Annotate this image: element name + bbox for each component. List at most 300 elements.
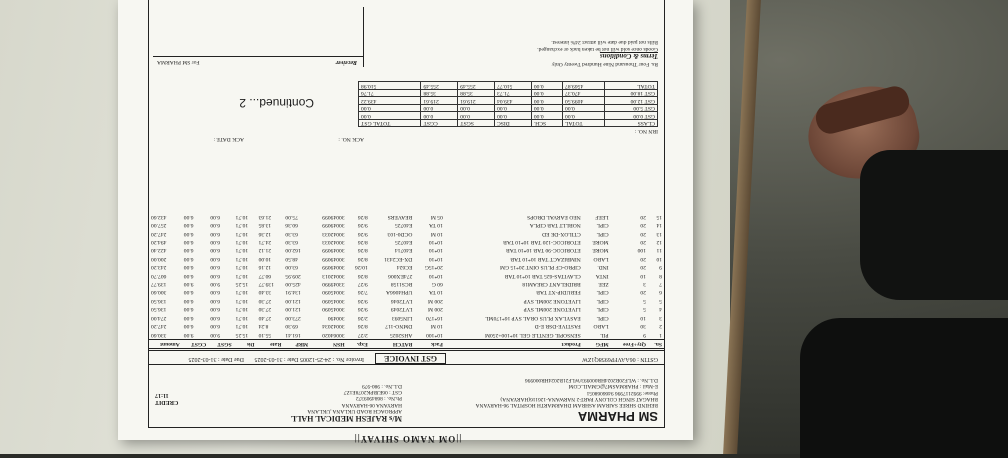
gst-cell: GST 0.00 <box>604 112 657 119</box>
table-cell: BCS1158 <box>390 281 413 288</box>
table-cell: 162.00 <box>285 247 301 254</box>
table-cell: SENSOPIL GENTLE GEL 10*100+250M <box>484 331 581 338</box>
table-cell: 6.00 <box>210 222 221 229</box>
table-cell: 8/26 <box>357 247 368 254</box>
table-cell: 8/26 <box>357 213 368 220</box>
table-cell: 48.50 <box>285 255 298 262</box>
table-cell: 3 <box>659 314 662 321</box>
table-cell: 100 <box>637 247 646 254</box>
trouser-leg-lower <box>800 318 1008 458</box>
table-cell: 274.00 <box>151 314 167 321</box>
table-cell: 10 <box>640 314 646 321</box>
irn-no: IRN NO. : <box>634 128 658 134</box>
table-cell: CIPL <box>596 306 609 313</box>
table-cell: 10 TA <box>428 289 443 296</box>
table-cell: 14 <box>656 222 662 229</box>
gst-cell: 71.76 <box>359 89 421 96</box>
table-cell: 6.00 <box>183 238 194 245</box>
table-cell: CIPL <box>596 230 609 237</box>
table-cell: 121.00 <box>285 297 301 304</box>
table-cell: 6.00 <box>183 247 194 254</box>
table-cell: DX-EC2431 <box>384 255 413 262</box>
table-cell: AHS2025 <box>389 331 413 338</box>
table-cell: 9.00 <box>210 331 221 338</box>
table-cell: 494.20 <box>151 238 167 245</box>
gst-row <box>359 82 658 89</box>
gst-cell: 255.49 <box>421 82 458 89</box>
table-cell: 425.00 <box>285 281 301 288</box>
terms-block <box>358 39 658 60</box>
gst-cell: 4099.50 <box>563 97 605 104</box>
gst-header-cell: CLASS <box>604 119 657 126</box>
table-cell: 75.00 <box>285 213 298 220</box>
invoice-title: GST INVOICE <box>375 353 446 364</box>
items-header-cell: MFG <box>583 339 611 348</box>
table-cell: 16*170 <box>426 314 443 321</box>
table-cell: 10*100 <box>426 331 443 338</box>
table-cell: 6.00 <box>210 247 221 254</box>
table-cell: 5 <box>659 297 662 304</box>
due-date: Due Date : 31-03-2025 <box>188 356 244 362</box>
customer-line: Ph.No. : 8684909372 <box>355 395 402 402</box>
table-cell: 10.71 <box>235 314 249 321</box>
gst-cell: GST 12.00 <box>604 97 657 104</box>
gst-cell: 0.00 <box>359 112 421 119</box>
table-cell: 6.00 <box>183 314 194 321</box>
gst-cell: 0.00 <box>531 104 562 111</box>
gst-cell: 219.61 <box>421 97 458 104</box>
table-cell: 10 <box>656 255 662 262</box>
table-cell: 6.00 <box>183 289 194 296</box>
firm-line: E-Mail : PHARMASM7@GMAIL.COM <box>568 383 658 390</box>
items-header-cell: Dis <box>234 339 257 348</box>
table-cell: 6.00 <box>183 213 194 220</box>
gst-cell: 71.73 <box>495 89 532 96</box>
items-header-cell: Sn. <box>648 339 664 348</box>
table-cell: 24.71 <box>258 238 272 245</box>
table-cell: 6.00 <box>183 297 194 304</box>
table-cell: 300.60 <box>151 289 167 296</box>
gst-cell: GST 5.00 <box>604 104 657 111</box>
gst-cell: 0.00 <box>421 104 458 111</box>
gst-header-cell: SGST <box>458 119 495 126</box>
table-cell: CIPL <box>596 222 609 229</box>
table-cell: BRIDELANT CREAM18 <box>522 281 581 288</box>
table-cell: 33049990 <box>322 281 345 288</box>
table-cell: 05 M <box>430 213 443 220</box>
table-cell: CIPL <box>596 314 609 321</box>
table-cell: CLAVITAS-625 TAB 10*10 TAB <box>504 272 581 279</box>
table-row <box>149 305 664 313</box>
gst-row <box>359 89 658 96</box>
table-cell: 9.00 <box>183 281 194 288</box>
table-cell: 9/26 <box>357 306 368 313</box>
table-cell: 10.71 <box>235 255 249 262</box>
table-cell: EASYLAX PLUS ORAL SYP 16*170ML <box>485 314 581 321</box>
table-cell: 10.71 <box>235 323 249 330</box>
gst-row <box>359 112 658 119</box>
items-header-cell: Rate <box>257 339 284 348</box>
table-cell: 30 <box>640 323 646 330</box>
gst-header-cell: TOTAL <box>563 119 605 126</box>
table-cell: 1 <box>659 331 662 338</box>
table-cell: 13 <box>656 230 662 237</box>
table-cell: ZEE <box>598 281 609 288</box>
gst-cell: 439.04 <box>495 97 532 104</box>
table-cell: 6.00 <box>183 230 194 237</box>
table-cell: 273.00 <box>285 314 301 321</box>
table-cell: 20 <box>640 289 646 296</box>
table-cell: 9 <box>659 264 662 271</box>
gst-cell: 35.88 <box>458 89 495 96</box>
table-cell: 5 <box>643 306 646 313</box>
gst-cell: 0.00 <box>563 104 605 111</box>
table-cell: 6.00 <box>210 272 221 279</box>
gst-cell: 0.00 <box>531 97 562 104</box>
table-cell: 63.30 <box>285 230 298 237</box>
table-cell: 200.00 <box>151 255 167 262</box>
invoice-frame <box>148 0 665 428</box>
table-cell: 30049099 <box>322 247 345 254</box>
table-cell: 10.71 <box>235 272 249 279</box>
table-cell: 4 <box>659 306 662 313</box>
table-cell: 10*10 <box>428 238 443 245</box>
table-cell: 9.00 <box>183 331 194 338</box>
gst-cell: 0.00 <box>495 112 532 119</box>
table-cell: NIMBIZACT TAB 10*10 TAB <box>510 255 581 262</box>
for-firm-label: For SM PHARMA <box>157 59 200 65</box>
table-cell: CIPRO-CF PLUS OINT 20*15 GM <box>500 264 581 271</box>
items-header-cell: HSN <box>310 339 346 348</box>
table-cell: 330.60 <box>151 331 167 338</box>
table-cell: 63.30 <box>285 238 298 245</box>
table-cell: 7/26 <box>357 289 368 296</box>
table-cell: 15 <box>656 213 662 220</box>
trouser-leg <box>860 150 1008 300</box>
invocation-line: ||OM NAMO SHIVAY|| <box>353 434 462 444</box>
table-cell: 10 TA <box>428 222 443 229</box>
gst-summary-table <box>358 81 658 127</box>
table-cell: 161.41 <box>285 331 301 338</box>
table-cell: 136.50 <box>151 306 167 313</box>
table-cell: 257.00 <box>151 222 167 229</box>
table-cell: LABO <box>593 323 609 330</box>
table-cell: NEO EARVAL DROPS <box>527 213 581 220</box>
table-cell: 8.24 <box>258 323 269 330</box>
table-cell: CTILOX-DE ED <box>542 230 581 237</box>
firm-name: SM PHARMA <box>577 409 658 424</box>
table-cell: 20 <box>640 255 646 262</box>
table-cell: 12.36 <box>258 230 272 237</box>
items-header-cell: Product <box>445 339 583 348</box>
table-cell: 422.40 <box>151 247 167 254</box>
table-cell: 10*10 <box>428 247 443 254</box>
table-cell: 9/26 <box>357 230 368 237</box>
table-cell: 10 <box>640 272 646 279</box>
gst-cell: 0.00 <box>531 89 562 96</box>
table-cell: LEEF <box>595 213 609 220</box>
gst-cell: 0.00 <box>531 82 562 89</box>
customer-line: GST : 06EJBPK2078E1Z7 <box>343 389 402 396</box>
gst-cell: 219.61 <box>458 97 495 104</box>
table-cell: OCD0-103 <box>387 230 413 237</box>
table-cell: 247.20 <box>151 323 167 330</box>
invoice-info-row <box>149 350 664 365</box>
table-cell: MORE <box>592 238 609 245</box>
table-cell: 12.16 <box>258 264 272 271</box>
gst-cell: 35.88 <box>421 89 458 96</box>
table-cell: 200 M <box>428 297 443 304</box>
table-cell: 243.20 <box>151 264 167 271</box>
table-row <box>149 254 664 262</box>
table-cell: 13.85 <box>258 222 272 229</box>
amount-in-words: Rs. Four Thousand Nine Hundred Twenty Only <box>551 61 658 67</box>
gst-row <box>359 97 658 104</box>
table-cell: 139.77 <box>151 281 167 288</box>
table-cell: 9/26 <box>357 222 368 229</box>
gst-cell: 0.00 <box>531 112 562 119</box>
table-cell: 10.71 <box>235 247 249 254</box>
table-cell: 11 <box>656 247 662 254</box>
table-cell: LIN5093 <box>391 314 413 321</box>
table-cell: 247.20 <box>151 230 167 237</box>
items-table <box>149 212 664 349</box>
table-cell: 8/26 <box>357 323 368 330</box>
table-cell: 10.71 <box>235 264 249 271</box>
gst-header-cell: DISC <box>495 119 532 126</box>
gst-cell: 4569.87 <box>563 82 605 89</box>
table-cell: 10 M <box>430 230 443 237</box>
table-cell: 8 <box>659 272 662 279</box>
table-cell: 10/26 <box>354 264 368 271</box>
gst-cell: 255.49 <box>458 82 495 89</box>
table-cell: 10 M <box>430 323 443 330</box>
table-cell: BEAVERS <box>387 213 413 220</box>
invoice-page-rotated <box>150 0 665 444</box>
table-cell: 6.00 <box>210 289 221 296</box>
items-header-cell: Amount <box>149 339 182 348</box>
gst-header-cell: SCH. <box>531 119 562 126</box>
table-cell: 432.60 <box>151 213 167 220</box>
table-cell: 2 <box>659 323 662 330</box>
table-cell: 20*15G <box>424 264 443 271</box>
table-cell: 10.71 <box>235 297 249 304</box>
credit-time: 11:17 <box>155 392 169 399</box>
gst-cell: TOTAL <box>604 82 657 89</box>
items-header-cell: MRP <box>283 339 310 348</box>
gst-row <box>359 104 658 111</box>
table-cell: 6.00 <box>210 230 221 237</box>
table-cell: 30064020 <box>322 331 345 338</box>
table-cell: 6.00 <box>183 272 194 279</box>
table-cell: 15.25 <box>235 281 249 288</box>
table-cell: EC624 <box>396 264 413 271</box>
table-cell: 6.00 <box>210 314 221 321</box>
gst-cell: 0.00 <box>421 112 458 119</box>
table-cell: UPH4066A <box>385 289 413 296</box>
table-cell: 10.71 <box>235 238 249 245</box>
table-row <box>149 296 664 304</box>
invoice-header <box>149 364 664 427</box>
table-cell: 2/26 <box>357 314 368 321</box>
table-cell: LIVETONE 200ML SYP <box>523 297 581 304</box>
invoice-number: Invoice No. : 24-25-12005 Date : 31-03-2025 <box>254 356 364 362</box>
signature-block <box>153 7 364 67</box>
table-row <box>149 330 664 339</box>
table-cell: 10.71 <box>235 222 249 229</box>
table-cell: 6.00 <box>183 255 194 262</box>
table-cell: 27.40 <box>258 314 272 321</box>
firm-line: Phone: 9992117996 9466068051 <box>586 389 658 396</box>
table-cell: E40714 <box>394 247 413 254</box>
items-header-cell: BATCH <box>370 339 415 348</box>
table-row <box>149 212 664 220</box>
table-cell: 607.70 <box>151 272 167 279</box>
firm-line: D.L.No. : WLF20B2024HR000993/WLF21B2024HR000996 <box>524 377 658 384</box>
table-cell: 30045090 <box>322 306 345 313</box>
table-cell: 12 <box>656 238 662 245</box>
table-cell: E40725 <box>394 238 413 245</box>
table-cell: 200 M <box>428 306 443 313</box>
table-cell: 5 <box>643 297 646 304</box>
items-header-cell: CGST <box>182 339 209 348</box>
table-cell: 21.63 <box>258 213 272 220</box>
customer-name: M/s RAJESH MEDICAL HALL <box>290 414 402 423</box>
table-cell: FASTIVE-DSR E-D <box>534 323 581 330</box>
table-cell: 6.00 <box>210 264 221 271</box>
gst-cell: 0.00 <box>495 104 532 111</box>
table-cell: 30042013 <box>322 272 345 279</box>
table-cell: 21.12 <box>258 247 272 254</box>
ack-no: ACK NO. : <box>338 136 364 142</box>
table-cell: 20 <box>640 264 646 271</box>
table-cell: 3 <box>643 281 646 288</box>
table-cell: 60.36 <box>285 222 298 229</box>
table-cell: 30042034 <box>322 323 345 330</box>
table-cell: 10.71 <box>235 213 249 220</box>
items-header-cell: Exp. <box>347 339 370 348</box>
table-cell: 6 <box>659 289 662 296</box>
table-cell: 10.71 <box>235 306 249 313</box>
table-cell: 69.30 <box>285 323 298 330</box>
table-cell: 6.00 <box>210 255 221 262</box>
table-cell: NOBLLT TAB CIPLA <box>529 222 581 229</box>
table-cell: 209.95 <box>285 272 301 279</box>
table-cell: 274EX006 <box>388 272 413 279</box>
table-row <box>149 280 664 288</box>
items-header-cell: SGST <box>208 339 233 348</box>
signature-divider <box>153 56 363 57</box>
table-row <box>149 288 664 296</box>
gst-header-cell: TOTAL GST <box>359 119 421 126</box>
table-cell: 9/26 <box>357 297 368 304</box>
table-cell: MORE <box>592 247 609 254</box>
table-cell: 6.00 <box>183 323 194 330</box>
table-cell: ETORICOC-120 TAB 10*10 TAB <box>503 238 581 245</box>
customer-line: APPROACH ROAD UKLANA ,UKLANA <box>307 407 402 414</box>
gst-cell: 0.00 <box>458 112 495 119</box>
terms-line: Bills not paid due date will attract 24% interest. <box>551 39 658 46</box>
table-cell: 8/26 <box>357 255 368 262</box>
table-cell: 63.00 <box>285 264 298 271</box>
table-row <box>149 263 664 271</box>
table-row <box>149 322 664 330</box>
customer-line: D.L.No. : 980-979 <box>362 383 402 389</box>
table-cell: INTA <box>595 272 609 279</box>
table-cell: 10.00 <box>258 255 272 262</box>
table-cell: DMNO-117 <box>385 323 413 330</box>
customer-line: HARYANA 06-HARYANA <box>341 401 402 408</box>
table-cell: 121.00 <box>285 306 301 313</box>
table-cell: 30042033 <box>322 238 345 245</box>
table-cell: 10*10 <box>428 272 443 279</box>
table-cell: 136.50 <box>151 297 167 304</box>
table-cell: 9 <box>643 331 646 338</box>
table-cell: 10*10 <box>428 255 443 262</box>
table-cell: 20 <box>640 230 646 237</box>
table-cell: 30049099 <box>322 222 345 229</box>
table-cell: LVT2046 <box>390 297 413 304</box>
firm-line: BEHIND SHREE SAIRAM ASHRAM DHARMARTH HOSPITAL 96-HARYANA <box>475 402 658 409</box>
items-header-cell: Qty+Free <box>611 339 648 348</box>
table-cell: 10.71 <box>235 289 249 296</box>
table-cell: 6.00 <box>183 306 194 313</box>
table-cell: 8/26 <box>357 238 368 245</box>
table-cell: 6.00 <box>210 323 221 330</box>
table-cell: 20 <box>640 238 646 245</box>
table-cell: 27.30 <box>258 297 272 304</box>
firm-block <box>408 377 658 423</box>
terms-title: Terms & Conditions <box>599 52 658 60</box>
items-header-cell: Pack <box>414 339 444 348</box>
table-row <box>149 246 664 254</box>
terms-line: Goods once sold will not be taken back or exchanged. <box>537 45 658 52</box>
gst-cell: GST 18.00 <box>604 89 657 96</box>
gstin: GSTIN : 06AAVFP6958Q1ZW <box>582 356 658 362</box>
table-cell: 6.00 <box>210 238 221 245</box>
gst-cell: 0.00 <box>359 104 421 111</box>
table-cell: 6.00 <box>183 222 194 229</box>
table-cell: 30045090 <box>322 297 345 304</box>
table-cell: ETORICOC-90 TAB 10*10 TAB <box>506 247 581 254</box>
customer-block <box>152 383 402 423</box>
table-cell: 60.77 <box>258 272 272 279</box>
table-cell: 6.00 <box>210 297 221 304</box>
table-cell: 6.00 <box>183 264 194 271</box>
gst-cell: 510.77 <box>495 82 532 89</box>
table-cell: LABO <box>593 255 609 262</box>
ack-date: ACK DATE : <box>213 136 244 142</box>
table-cell: 139.77 <box>258 281 274 288</box>
gst-cell: 439.22 <box>359 97 421 104</box>
table-cell: 9.00 <box>210 281 221 288</box>
table-cell: CIPL <box>596 289 609 296</box>
gst-header-cell: CGST <box>421 119 458 126</box>
table-cell: 300490 <box>327 314 345 321</box>
table-cell: 30042033 <box>322 230 345 237</box>
table-row <box>149 221 664 229</box>
table-cell: LIVETONE 200ML SYP <box>523 306 581 313</box>
table-cell: 9/27 <box>357 281 368 288</box>
table-cell: 6.00 <box>210 213 221 220</box>
table-row <box>149 238 664 246</box>
table-cell: IND. <box>597 264 609 271</box>
gst-cell: 0.00 <box>458 104 495 111</box>
table-cell: 60 G <box>431 281 443 288</box>
table-cell: 15.25 <box>235 331 249 338</box>
table-cell: 30045090 <box>322 289 345 296</box>
table-cell: 2/27 <box>357 331 368 338</box>
